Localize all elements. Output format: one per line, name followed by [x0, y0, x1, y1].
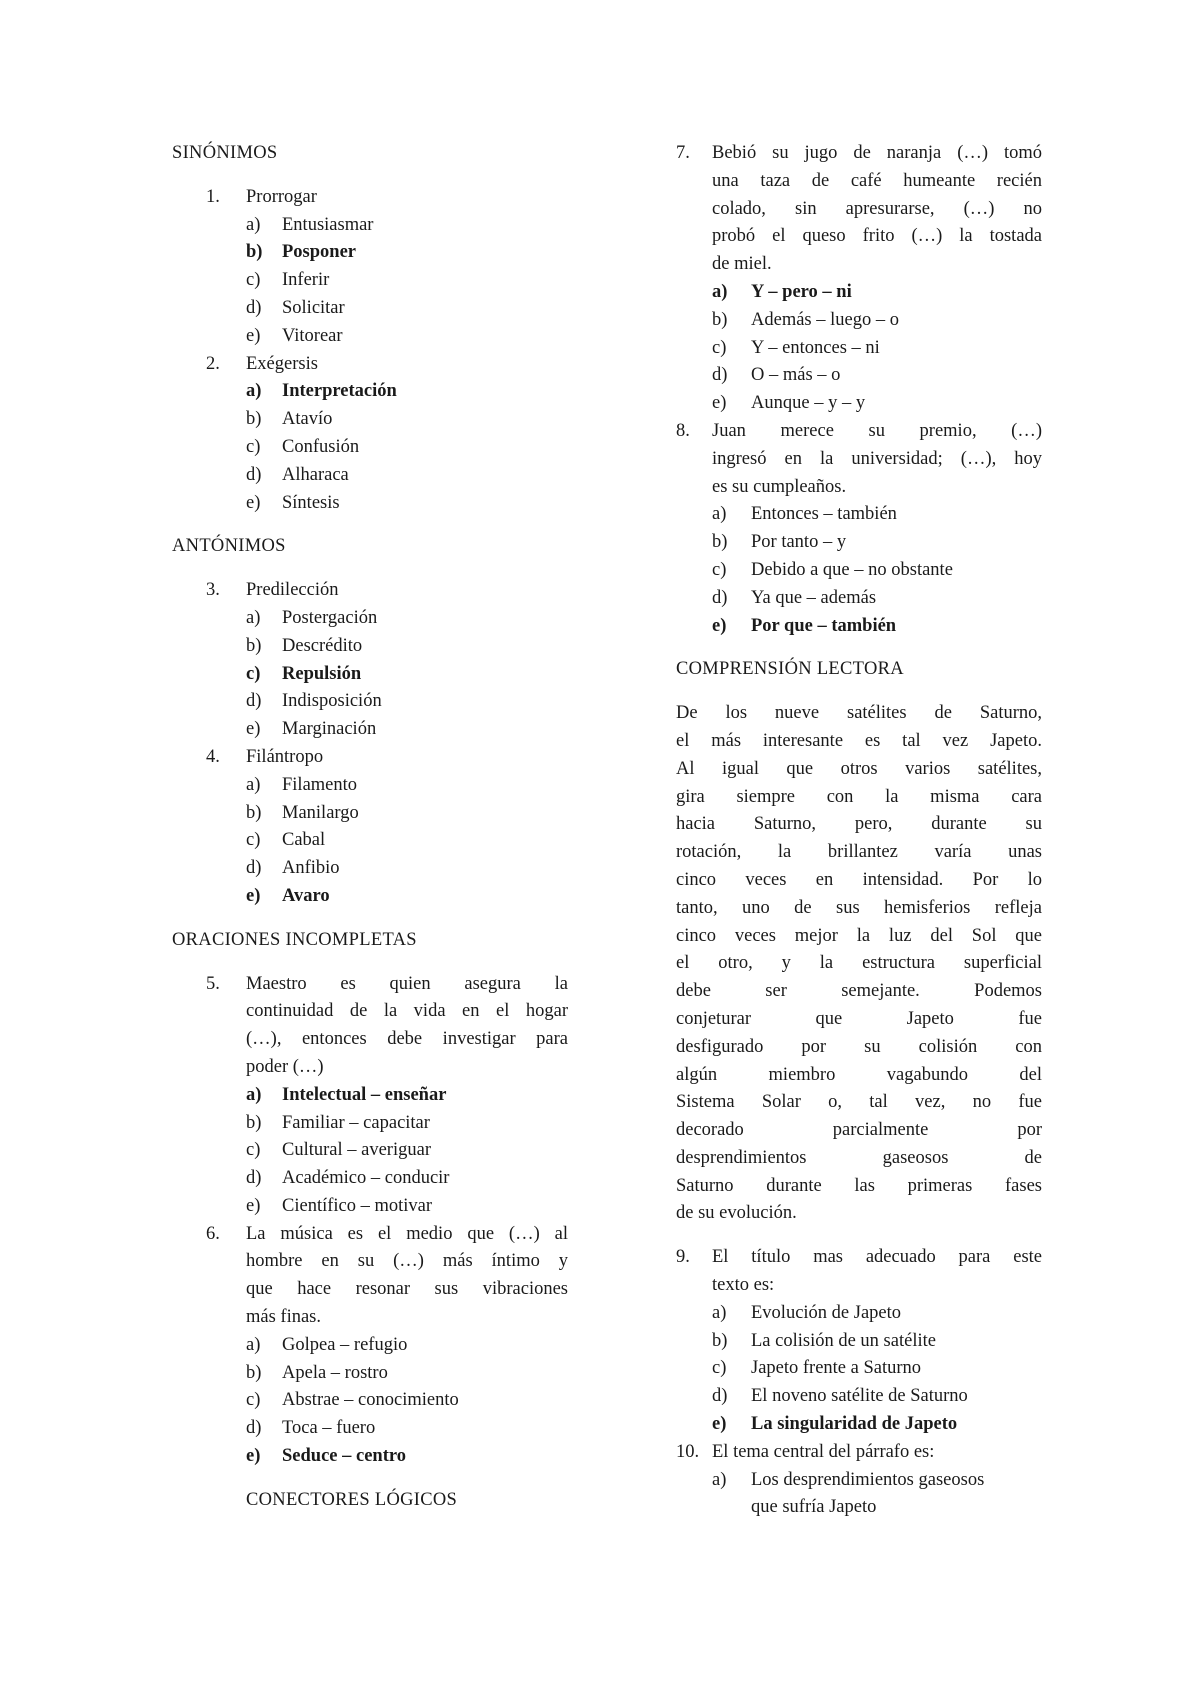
paragraph-line: debe ser semejante. Podemos — [676, 981, 1042, 1002]
option-8d — [676, 585, 1042, 613]
question-1 — [172, 184, 568, 212]
question-text-line: poder (…) — [246, 1056, 324, 1077]
option-8e-correct — [676, 613, 1042, 641]
question-3 — [172, 577, 568, 605]
option-text: que sufría Japeto — [751, 1497, 877, 1518]
option-text: La colisión de un satélite — [751, 1330, 936, 1351]
question-text: Predilección — [246, 580, 339, 601]
question-text-line: Bebió su jugo de naranja (…) tomó — [712, 143, 1042, 163]
option-text: Repulsión — [282, 663, 362, 684]
option-letter: a) — [246, 607, 261, 628]
option-9b — [676, 1328, 1042, 1356]
option-text: Ya que – además — [751, 587, 877, 608]
option-text: Entonces – también — [751, 504, 897, 525]
option-7e — [676, 390, 1042, 418]
option-text: O – más – o — [751, 365, 841, 386]
right-column — [676, 140, 1042, 1522]
question-text: El tema central del párrafo es: — [712, 1441, 935, 1462]
option-3e — [172, 716, 568, 744]
paragraph-line: desprendimientos gaseosos de — [676, 1147, 1042, 1168]
option-text: Golpea – refugio — [282, 1334, 408, 1355]
option-letter: b) — [246, 802, 262, 823]
paragraph-line: el más interesante es tal vez Japeto. — [676, 730, 1042, 751]
question-6 — [172, 1221, 568, 1332]
option-6e-correct — [172, 1443, 568, 1471]
option-text: Los desprendimientos gaseosos — [751, 1469, 985, 1490]
option-4b — [172, 800, 568, 828]
option-text: Cultural – averiguar — [282, 1140, 431, 1161]
option-text: Vitorear — [282, 325, 343, 346]
option-2b — [172, 406, 568, 434]
option-text: Postergación — [282, 607, 378, 628]
option-text: Apela – rostro — [282, 1362, 388, 1383]
paragraph-line: De los nueve satélites de Saturno, — [676, 703, 1042, 724]
option-letter: a) — [246, 774, 261, 795]
option-3a — [172, 605, 568, 633]
option-5d — [172, 1165, 568, 1193]
question-text-line: es su cumpleaños. — [712, 476, 847, 497]
option-letter: a) — [246, 1334, 261, 1355]
question-text-line: texto es: — [712, 1275, 775, 1296]
option-letter: a) — [246, 214, 261, 235]
question-number: 8. — [676, 420, 690, 441]
question-number: 10. — [676, 1441, 700, 1462]
option-letter: b) — [246, 1362, 262, 1383]
option-letter: c) — [712, 337, 727, 358]
question-5 — [172, 971, 568, 1082]
option-text: Síntesis — [282, 492, 340, 513]
question-number: 9. — [676, 1247, 690, 1268]
option-text: Japeto frente a Saturno — [751, 1358, 922, 1379]
option-1c — [172, 267, 568, 295]
option-text: Debido a que – no obstante — [751, 559, 953, 580]
option-letter: a) — [712, 1469, 727, 1490]
question-9 — [676, 1244, 1042, 1300]
option-text: Solicitar — [282, 297, 345, 318]
option-3b — [172, 633, 568, 661]
option-2d — [172, 462, 568, 490]
option-4e-correct — [172, 883, 568, 911]
option-letter: b) — [246, 242, 263, 263]
option-letter: c) — [246, 436, 261, 457]
option-letter: e) — [246, 719, 261, 740]
option-7b — [676, 307, 1042, 335]
option-letter: e) — [712, 1414, 727, 1435]
paragraph-line: conjeturar que Japeto fue — [676, 1008, 1042, 1029]
option-text: Y – pero – ni — [751, 281, 852, 302]
option-letter: d) — [712, 365, 728, 386]
option-text: Cabal — [282, 830, 326, 851]
option-text: Además – luego – o — [751, 309, 899, 330]
option-letter: a) — [712, 504, 727, 525]
question-10 — [676, 1439, 1042, 1467]
option-9c — [676, 1355, 1042, 1383]
paragraph-line: gira siempre con la misma cara — [676, 786, 1042, 807]
option-9a — [676, 1300, 1042, 1328]
option-letter: b) — [712, 309, 728, 330]
option-text: Entusiasmar — [282, 214, 374, 235]
option-text: Seduce – centro — [282, 1446, 406, 1467]
option-text: Alharaca — [282, 464, 349, 485]
paragraph-line: de su evolución. — [676, 1203, 797, 1224]
option-letter: b) — [712, 532, 728, 553]
option-2a-correct — [172, 378, 568, 406]
option-text: Evolución de Japeto — [751, 1302, 902, 1323]
question-text-line: El título mas adecuado para este — [712, 1247, 1042, 1268]
option-text: Por que – también — [751, 615, 897, 636]
section-heading-conectores: CONECTORES LÓGICOS — [246, 1489, 458, 1510]
question-text-line: una taza de café humeante recién — [712, 170, 1042, 191]
option-letter: e) — [246, 1446, 261, 1467]
option-text: Abstrae – conocimiento — [282, 1390, 459, 1411]
question-number: 1. — [206, 186, 220, 207]
option-letter: a) — [712, 281, 728, 302]
question-text-line: ingresó en la universidad; (…), hoy — [712, 448, 1042, 469]
option-letter: e) — [246, 885, 261, 906]
paragraph-line: desfigurado por su colisión con — [676, 1036, 1042, 1057]
paragraph-line: rotación, la brillantez varía unas — [676, 842, 1042, 863]
option-text: El noveno satélite de Saturno — [751, 1386, 968, 1407]
option-text: Aunque – y – y — [751, 393, 866, 414]
question-number: 2. — [206, 353, 220, 374]
paragraph-line: el otro, y la estructura superficial — [676, 953, 1042, 974]
option-5c — [172, 1137, 568, 1165]
option-10a-continued — [676, 1494, 1042, 1522]
question-number: 6. — [206, 1223, 220, 1244]
question-8 — [676, 418, 1042, 501]
option-1a — [172, 212, 568, 240]
option-5b — [172, 1110, 568, 1138]
option-letter: d) — [712, 1386, 728, 1407]
option-text: Familiar – capacitar — [282, 1112, 430, 1133]
reading-paragraph — [676, 700, 1042, 1228]
question-number: 7. — [676, 143, 690, 163]
option-2e — [172, 490, 568, 518]
question-number: 3. — [206, 580, 220, 601]
option-letter: d) — [246, 1168, 262, 1189]
option-text: Posponer — [282, 242, 356, 263]
question-text: Exégersis — [246, 353, 318, 374]
option-letter: a) — [246, 381, 262, 402]
question-text-line: La música es el medio que (…) al — [246, 1223, 568, 1244]
option-text: Inferir — [282, 270, 330, 291]
option-8a — [676, 501, 1042, 529]
option-letter: c) — [712, 1358, 727, 1379]
option-6b — [172, 1360, 568, 1388]
option-8c — [676, 557, 1042, 585]
option-letter: d) — [246, 297, 262, 318]
option-text: Científico – motivar — [282, 1195, 433, 1216]
paragraph-line: algún miembro vagabundo del — [676, 1064, 1042, 1085]
option-4c — [172, 827, 568, 855]
option-text: Manilargo — [282, 802, 359, 823]
question-2 — [172, 351, 568, 379]
option-2c — [172, 434, 568, 462]
option-6c — [172, 1387, 568, 1415]
option-letter: e) — [712, 393, 727, 414]
question-text-line: colado, sin apresurarse, (…) no — [712, 198, 1042, 219]
paragraph-line: tanto, uno de sus hemisferios refleja — [676, 897, 1042, 918]
option-text: Confusión — [282, 436, 360, 457]
option-4a — [172, 772, 568, 800]
option-7a-correct — [676, 279, 1042, 307]
option-7d — [676, 362, 1042, 390]
option-10a — [676, 1467, 1042, 1495]
question-text-line: de miel. — [712, 254, 772, 275]
option-letter: d) — [246, 464, 262, 485]
option-letter: d) — [246, 691, 262, 712]
paragraph-line: Saturno durante las primeras fases — [676, 1175, 1042, 1196]
section-heading-antonimos: ANTÓNIMOS — [172, 536, 286, 557]
question-text-line: continuidad de la vida en el hogar — [246, 1001, 568, 1022]
option-text: Anfibio — [282, 858, 340, 879]
question-number: 4. — [206, 746, 220, 767]
paragraph-line: Sistema Solar o, tal vez, no fue — [676, 1092, 1042, 1113]
option-letter: c) — [246, 663, 261, 684]
question-text-line: probó el queso frito (…) la tostada — [712, 226, 1042, 247]
question-text-line: (…), entonces debe investigar para — [246, 1029, 568, 1050]
option-9e-correct — [676, 1411, 1042, 1439]
paragraph-line: cinco veces en intensidad. Por lo — [676, 869, 1042, 890]
option-letter: c) — [246, 1390, 261, 1411]
option-text: Atavío — [282, 409, 333, 430]
option-3c-correct — [172, 661, 568, 689]
question-text: Filántropo — [246, 746, 324, 767]
section-heading-sinonimos: SINÓNIMOS — [172, 143, 278, 163]
option-letter: a) — [712, 1302, 727, 1323]
option-text: Intelectual – enseñar — [282, 1084, 447, 1105]
option-text: Académico – conducir — [282, 1168, 450, 1189]
section-heading-oraciones: ORACIONES INCOMPLETAS — [172, 929, 417, 950]
option-text: Indisposición — [282, 691, 382, 712]
option-letter: e) — [246, 1195, 261, 1216]
option-5e — [172, 1193, 568, 1221]
section-heading-comprension: COMPRENSIÓN LECTORA — [676, 659, 904, 680]
option-letter: b) — [712, 1330, 728, 1351]
option-letter: e) — [246, 325, 261, 346]
option-6a — [172, 1332, 568, 1360]
option-1b-correct — [172, 239, 568, 267]
paragraph-line: hacia Saturno, pero, durante su — [676, 814, 1042, 835]
paragraph-line: cinco veces mejor la luz del Sol que — [676, 925, 1042, 946]
question-number: 5. — [206, 973, 220, 994]
paragraph-line: decorado parcialmente por — [676, 1120, 1042, 1141]
question-4 — [172, 744, 568, 772]
option-letter: d) — [712, 587, 728, 608]
option-letter: e) — [712, 615, 727, 636]
option-1e — [172, 323, 568, 351]
option-7c — [676, 335, 1042, 363]
option-3d — [172, 688, 568, 716]
option-9d — [676, 1383, 1042, 1411]
option-5a-correct — [172, 1082, 568, 1110]
option-letter: a) — [246, 1084, 262, 1105]
option-letter: c) — [712, 559, 727, 580]
option-text: Interpretación — [282, 381, 397, 402]
question-text-line: más finas. — [246, 1307, 322, 1328]
option-6d — [172, 1415, 568, 1443]
option-letter: d) — [246, 858, 262, 879]
option-text: Avaro — [282, 885, 330, 906]
question-text-line: Juan merece su premio, (…) — [712, 420, 1042, 441]
option-text: La singularidad de Japeto — [751, 1414, 958, 1435]
option-text: Filamento — [282, 774, 358, 795]
left-column — [172, 140, 568, 1515]
option-letter: b) — [246, 635, 262, 656]
option-text: Descrédito — [282, 635, 363, 656]
option-letter: b) — [246, 409, 262, 430]
option-letter: c) — [246, 1140, 261, 1161]
option-text: Y – entonces – ni — [751, 337, 880, 358]
option-letter: c) — [246, 830, 261, 851]
question-text-line: hombre en su (…) más íntimo y — [246, 1251, 568, 1272]
option-1d — [172, 295, 568, 323]
question-text-line: que hace resonar sus vibraciones — [246, 1279, 568, 1300]
option-8b — [676, 529, 1042, 557]
question-text: Prorrogar — [246, 186, 317, 207]
option-text: Toca – fuero — [282, 1418, 376, 1439]
option-text: Por tanto – y — [751, 532, 847, 553]
option-4d — [172, 855, 568, 883]
option-letter: b) — [246, 1112, 262, 1133]
paragraph-line: Al igual que otros varios satélites, — [676, 758, 1042, 779]
question-7 — [676, 140, 1042, 279]
option-letter: d) — [246, 1418, 262, 1439]
option-letter: e) — [246, 492, 261, 513]
question-text-line: Maestro es quien asegura la — [246, 973, 568, 994]
option-text: Marginación — [282, 719, 377, 740]
option-letter: c) — [246, 270, 261, 291]
